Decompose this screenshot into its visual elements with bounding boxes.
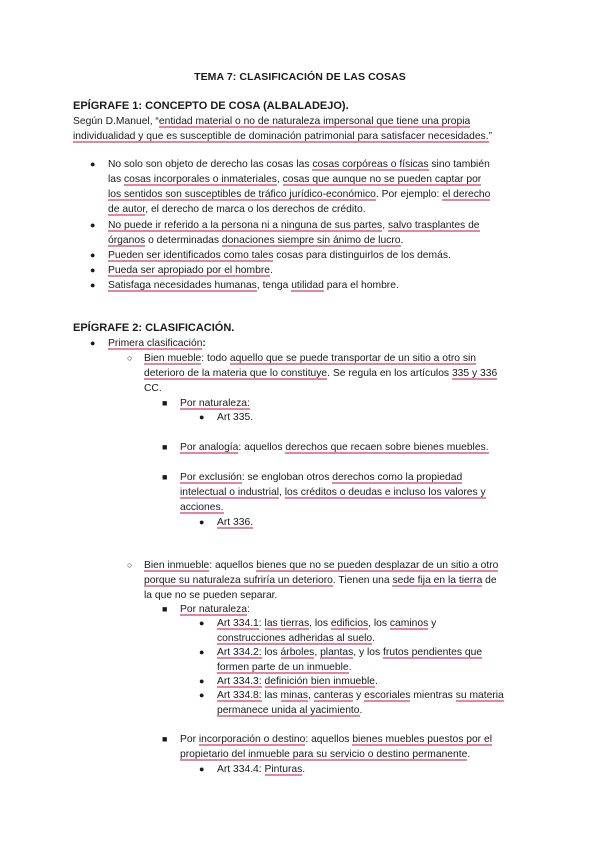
bullet-square-icon: ■ xyxy=(162,442,168,452)
bullet-disc-icon: ● xyxy=(90,159,96,169)
epigrafe-1-intro: Según D.Manuel, “entidad material o no de naturaleza impersonal que tiene una propia individualidad y que es susceptible de dominación patrimonial para satisfacer necesidades.” xyxy=(73,116,492,142)
list-item-art-334-1: Art 334.1: las tierras, los edificios, los caminos y construcciones adheridas al suelo. xyxy=(217,618,437,644)
list-item-bien-mueble: Bien mueble: todo aquello que se puede transportar de un sitio a otro sin deterioro de la materia que lo constituye. Se regula en los artículos 335 y 336 CC. xyxy=(144,353,498,394)
bullet-circle-icon: ○ xyxy=(127,353,133,363)
list-item: Satisfaga necesidades humanas, tenga utilidad para el hombre. xyxy=(108,280,399,291)
bullet-circle-icon: ○ xyxy=(127,560,133,570)
list-item-bien-inmueble: Bien inmueble: aquellos bienes que no se pueden desplazar de un sitio a otro porque su naturaleza sufriría un deterioro. Tienen una sede fija en la tierra de la que no se pueden separar. xyxy=(144,560,499,601)
bullet-disc-icon: ● xyxy=(199,690,205,700)
list-item-inmueble-naturaleza: Por naturaleza: xyxy=(180,604,250,615)
bullet-disc-icon: ● xyxy=(90,280,96,290)
epigrafe-1-heading: EPÍGRAFE 1: CONCEPTO DE COSA (ALBALADEJO). xyxy=(73,100,349,112)
list-item-art-334-4: Art 334.4: Pinturas. xyxy=(217,764,306,775)
epigrafe-2-heading: EPÍGRAFE 2: CLASIFICACIÓN. xyxy=(73,322,235,334)
list-item-mueble-exclusion: Por exclusión: se engloban otros derechos como la propiedad intelectual o industrial, los créditos o deudas e incluso los valores y acciones. xyxy=(180,472,486,513)
bullet-disc-icon: ● xyxy=(199,764,205,774)
list-item-art-334-2: Art 334.2: los árboles, plantas, y los frutos pendientes que formen parte de un inmueble. xyxy=(217,647,483,673)
list-item-art-335: Art 335. xyxy=(217,412,254,423)
page-title: TEMA 7: CLASIFICACIÓN DE LAS COSAS xyxy=(194,71,406,83)
list-item-mueble-analogia: Por analogía: aquellos derechos que recaen sobre bienes muebles. xyxy=(180,442,489,453)
list-item: No puede ir referido a la persona ni a ninguna de sus partes, salvo trasplantes de órganos o determinadas donaciones siempre sin ánimo de lucro. xyxy=(108,220,480,246)
list-item-inmueble-incorporacion: Por incorporación o destino: aquellos bienes muebles puestos por el propietario del inmueble para su servicio o destino permanente. xyxy=(180,734,492,760)
bullet-square-icon: ■ xyxy=(162,734,168,744)
bullet-disc-icon: ● xyxy=(90,220,96,230)
bullet-disc-icon: ● xyxy=(199,676,205,686)
list-item-art-334-8: Art 334.8: las minas, canteras y escoriales mientras su materia permanece unida al yacimiento. xyxy=(217,690,504,716)
list-item: No solo son objeto de derecho las cosas las cosas corpóreas o físicas sino también las cosas incorporales o inmateriales, cosas que aunque no se pueden captar por los sentidos son susceptibles de tráfico jurídico-económico. Por ejemplo: el derecho de autor, el derecho de marca o los derechos de crédito. xyxy=(108,159,491,215)
bullet-disc-icon: ● xyxy=(90,338,96,348)
bullet-square-icon: ■ xyxy=(162,604,168,614)
list-item-art-336: Art 336. xyxy=(217,517,254,528)
bullet-square-icon: ■ xyxy=(162,398,168,408)
list-item-primera-clasificacion: Primera clasificación: xyxy=(108,338,206,349)
bullet-disc-icon: ● xyxy=(90,265,96,275)
bullet-square-icon: ■ xyxy=(162,472,168,482)
bullet-disc-icon: ● xyxy=(90,250,96,260)
bullet-disc-icon: ● xyxy=(199,517,205,527)
list-item-art-334-3: Art 334.3: definición bien inmueble. xyxy=(217,676,378,687)
list-item: Pueden ser identificados como tales cosas para distinguirlos de los demás. xyxy=(108,250,451,261)
bullet-disc-icon: ● xyxy=(199,618,205,628)
list-item: Pueda ser apropiado por el hombre. xyxy=(108,265,273,276)
bullet-disc-icon: ● xyxy=(199,412,205,422)
list-item-mueble-naturaleza: Por naturaleza: xyxy=(180,398,250,409)
bullet-disc-icon: ● xyxy=(199,647,205,657)
